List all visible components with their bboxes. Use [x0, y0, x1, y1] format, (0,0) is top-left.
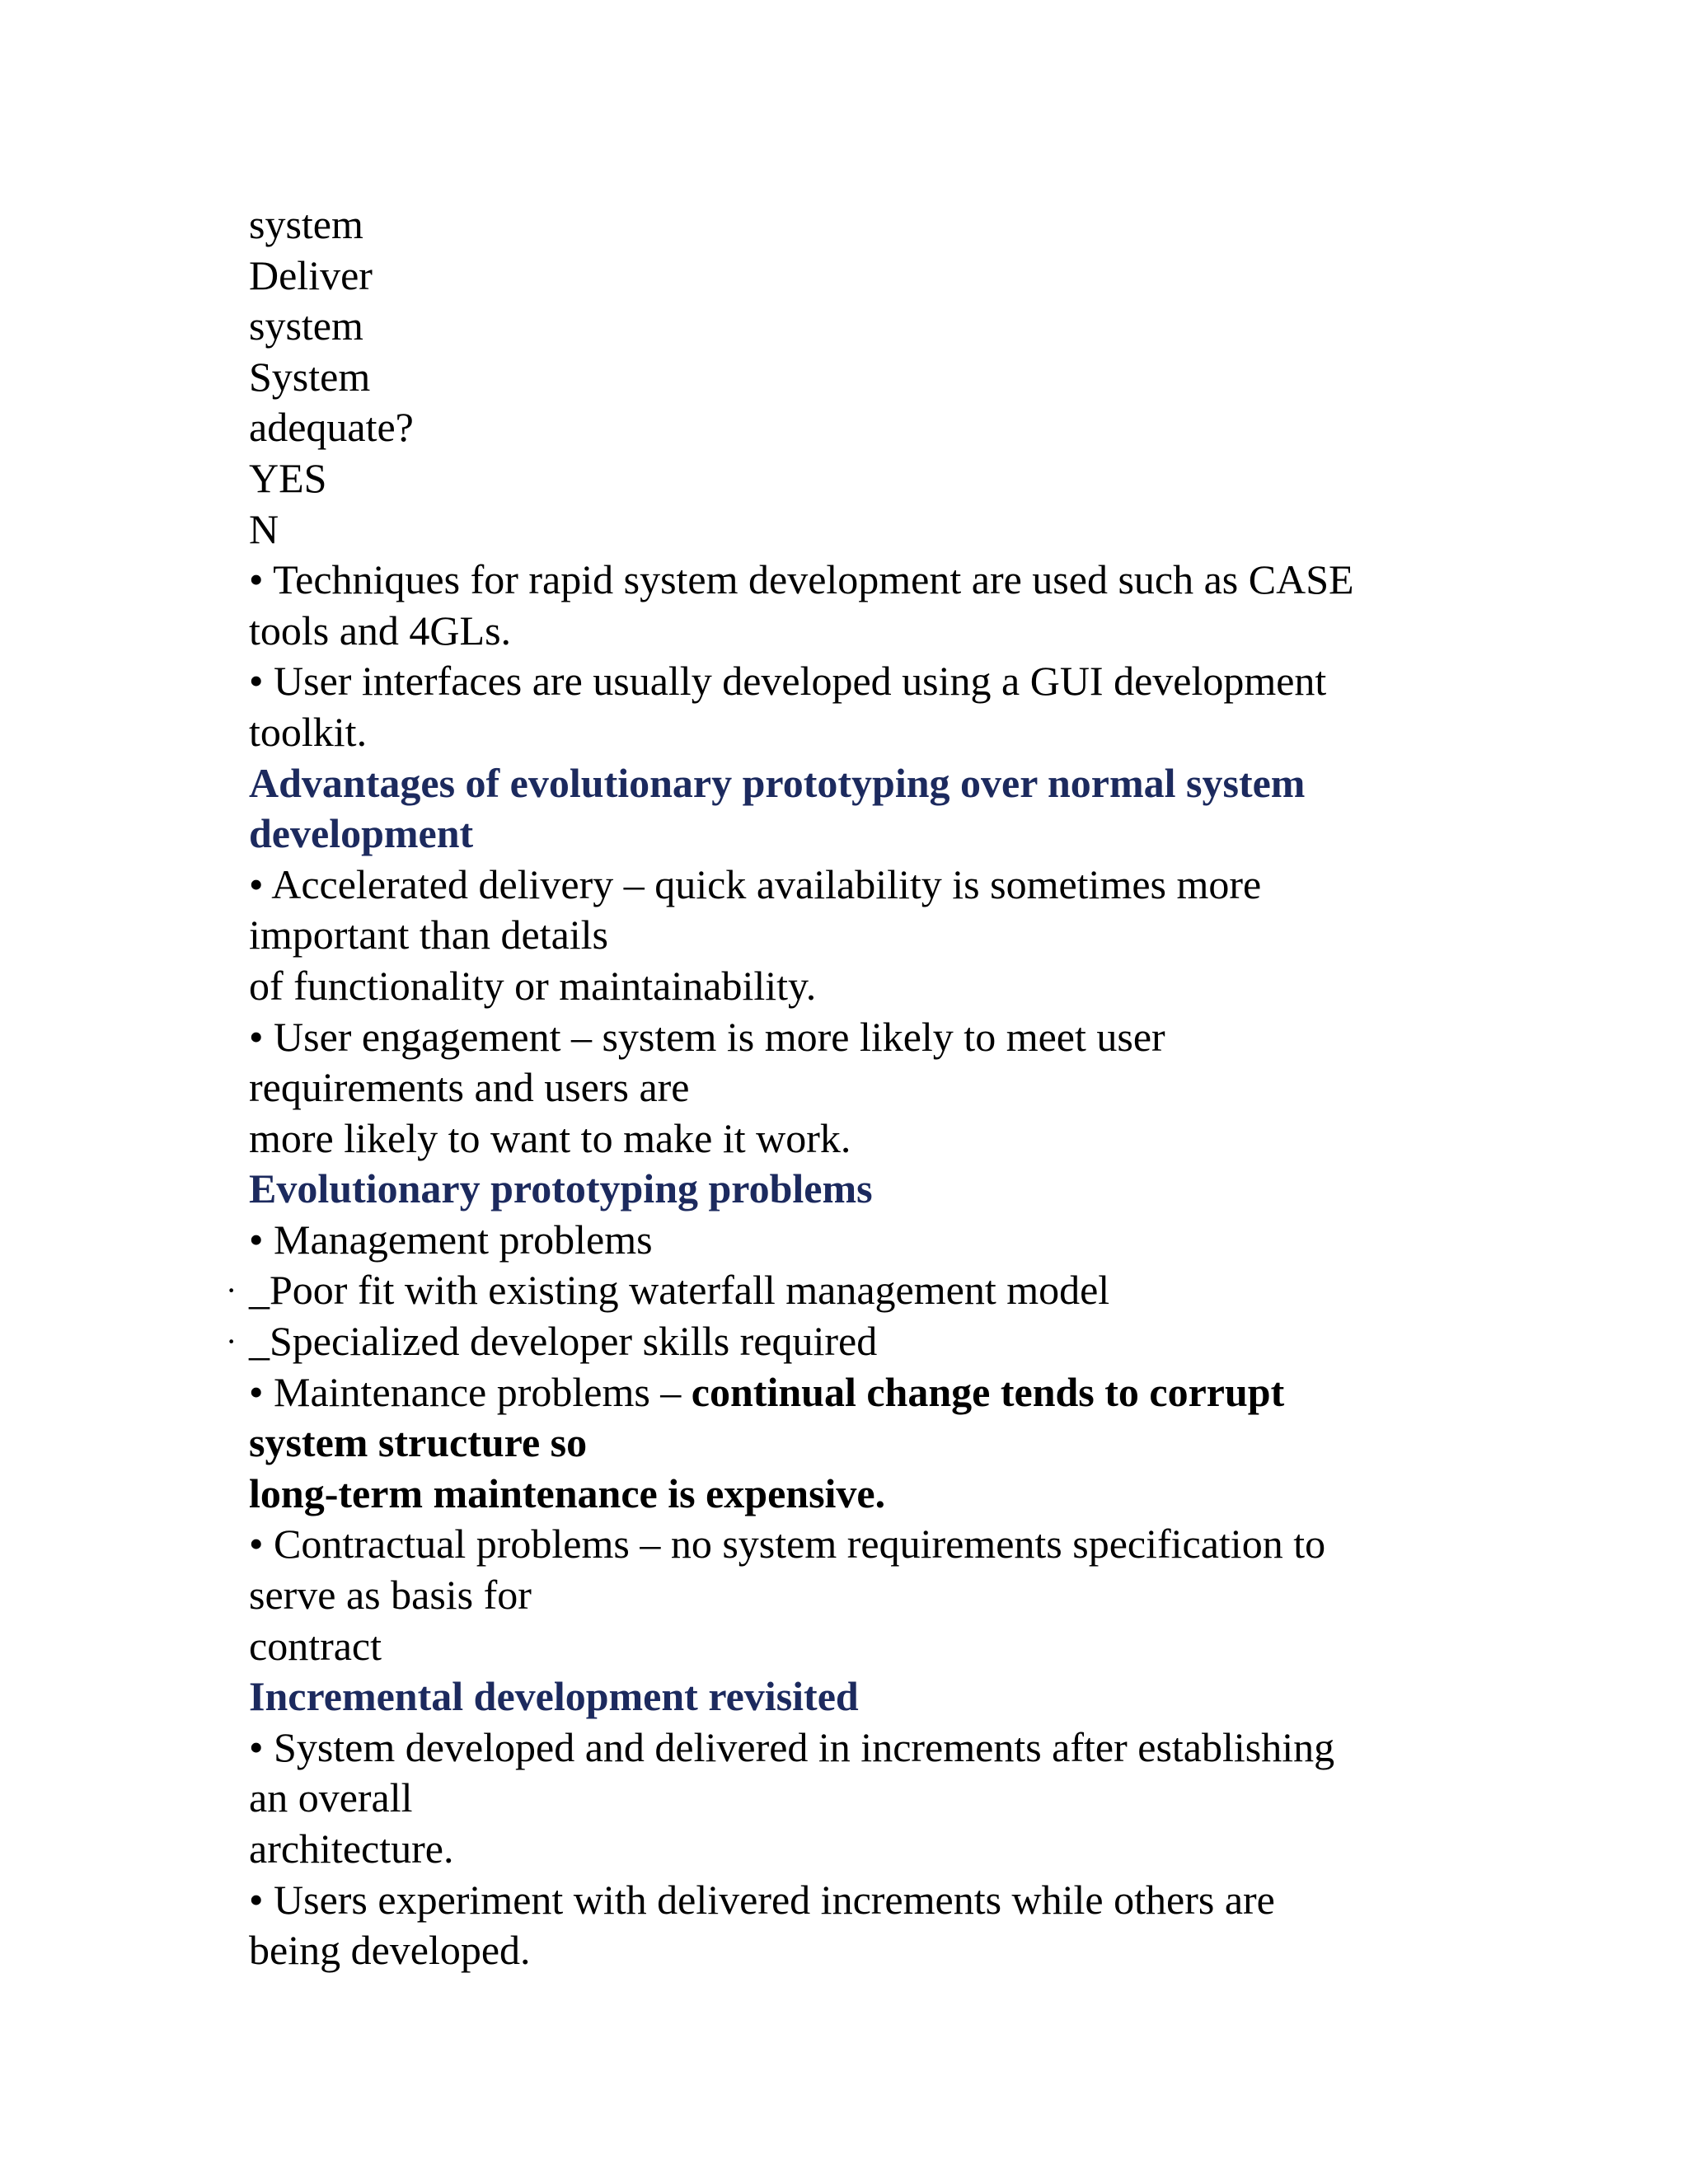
maintenance-prefix: • Maintenance problems – [249, 1368, 692, 1415]
body-line: being developed. [249, 1927, 531, 1974]
body-line: requirements and users are [249, 1064, 690, 1111]
flow-label: Deliver [249, 251, 373, 298]
sub-item-text: _Poor fit with existing waterfall management model [249, 1267, 1110, 1314]
intro-line: toolkit. [249, 708, 368, 755]
body-line: important than details [249, 912, 609, 958]
sub-item [226, 1265, 1502, 1316]
maintenance-emphasis: long-term maintenance is expensive. [249, 1469, 886, 1516]
sub-item-text: _Specialized developer skills required [249, 1318, 878, 1365]
section-heading-advantages-cont: development [249, 810, 474, 857]
body-line: • Accelerated delivery – quick availability is sometimes more [249, 860, 1262, 907]
body-line: contract [249, 1622, 382, 1669]
flow-label: adequate? [249, 404, 414, 451]
maintenance-emphasis: continual change tends to corrupt [691, 1368, 1285, 1415]
document-page [226, 199, 1502, 1976]
section-heading-advantages: Advantages of evolutionary prototyping over normal system [249, 759, 1306, 806]
maintenance-line [249, 1367, 1502, 1418]
body-line: an overall [249, 1774, 413, 1821]
body-line: architecture. [249, 1825, 454, 1872]
intro-line: tools and 4GLs. [249, 607, 512, 654]
flow-label: N [249, 505, 279, 552]
body-line: serve as basis for [249, 1572, 532, 1619]
maintenance-emphasis: system structure so [249, 1419, 588, 1466]
body-line: • Contractual problems – no system requirements specification to [249, 1521, 1326, 1568]
body-line: • System developed and delivered in increments after establishing [249, 1723, 1335, 1770]
flow-label: System [249, 353, 371, 400]
body-line: • User engagement – system is more likely to meet user [249, 1013, 1165, 1060]
section-heading-incremental: Incremental development revisited [249, 1673, 859, 1720]
intro-line: • Techniques for rapid system development are used such as CASE [249, 556, 1354, 603]
body-line: • Users experiment with delivered increments while others are [249, 1876, 1275, 1923]
sub-item-marker: · [226, 1272, 237, 1310]
intro-line: • User interfaces are usually developed using a GUI development [249, 658, 1327, 705]
body-line: of functionality or maintainability. [249, 962, 817, 1009]
sub-item [226, 1316, 1502, 1367]
flow-label: system [249, 201, 363, 247]
body-line: more likely to want to make it work. [249, 1114, 851, 1161]
flow-label: system [249, 302, 363, 349]
body-line: • Management problems [249, 1216, 653, 1263]
sub-item-marker: · [226, 1323, 237, 1361]
section-heading-problems: Evolutionary prototyping problems [249, 1165, 873, 1212]
flow-label: YES [249, 454, 327, 501]
